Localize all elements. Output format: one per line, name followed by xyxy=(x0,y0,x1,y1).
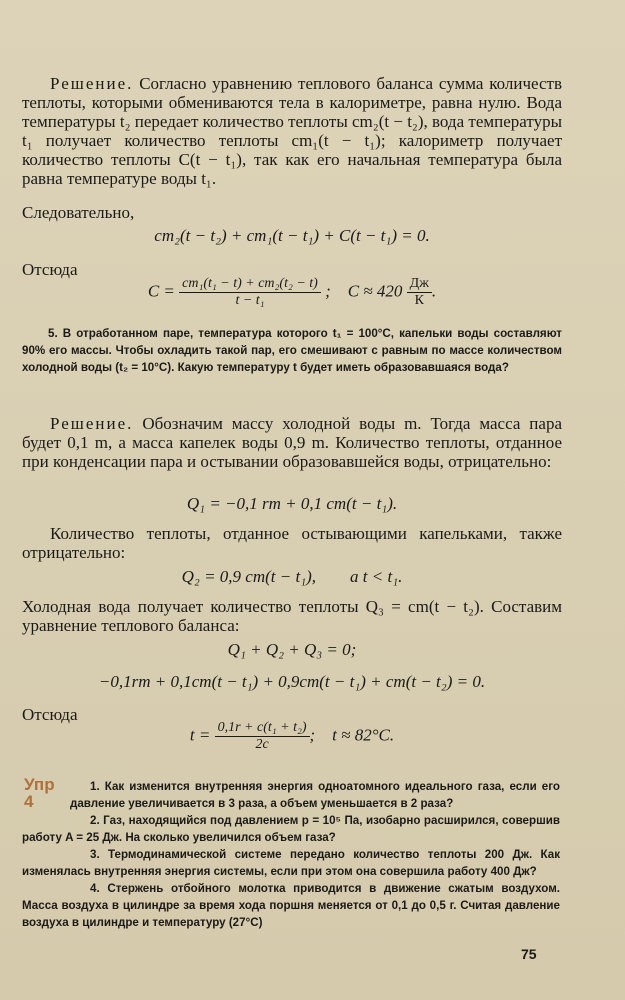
eq2-end: . xyxy=(431,281,437,301)
exercise-questions-rest xyxy=(22,812,560,931)
eq2-unit-numerator: Дж xyxy=(407,276,432,293)
eq2-result: C ≈ 420 xyxy=(347,281,403,301)
eq-t-numerator: 0,1r + c(t₁ + t₂) xyxy=(215,720,310,737)
consequently-text: Следовательно, xyxy=(22,203,135,222)
exercise-number: 4 xyxy=(24,792,34,811)
exercise-q3: 3. Термодинамической системе передано количество теплоты 200 Дж. Как изменялась внутренняя энергия системы, если при этом она совершила работу 400 Дж? xyxy=(22,848,560,878)
solution5-label: Решение. xyxy=(50,414,134,433)
equation-q1: Q₁ = −0,1 rm + 0,1 cm(t − t₁). xyxy=(186,494,398,513)
problem-5-text: 5. В отработанном паре, температура которого t₁ = 100°C, капельки воды составляют 90% его массы. Чтобы охладить такой пар, его смешивают с равным по массе количеством холодной воды (t₂ = 10°C). Какую температуру t будет иметь образовавшаяся вода? xyxy=(22,327,562,374)
solution-paragraph-1 xyxy=(22,74,562,188)
eq2-unit-fraction xyxy=(407,276,432,309)
eq2-separator: ; xyxy=(325,281,331,301)
equation-temperature xyxy=(22,720,562,753)
consequently-line xyxy=(22,203,562,222)
page-number: 75 xyxy=(521,946,537,962)
hence-text-1: Отсюда xyxy=(22,260,78,279)
exercise-q1: 1. Как изменится внутренняя энергия одноатомного идеального газа, если его давление увеличивается в 3 раза, а объем уменьшается в 2 раза? xyxy=(70,780,560,810)
solution-text: Согласно уравнению теплового баланса сумма количеств теплоты, которыми обмениваются тела в калориметре, равна нулю. Вода температуры t₂ передает количество теплоты cm₂(t − t₂), вода температуры t₁ получает количество теплоты cm₁(t − t₁); калориметр получает количество теплоты C(t − t₁), так как его начальная температура была равна температуре воды t₁. xyxy=(22,74,562,188)
eq-t-fraction xyxy=(215,720,310,753)
equation-sum: Q₁ + Q₂ + Q₃ = 0; xyxy=(227,640,357,659)
exercise-questions xyxy=(70,778,560,812)
hence-text-2: Отсюда xyxy=(22,705,78,724)
eq-t-lhs: t = xyxy=(189,725,211,745)
eq2-numerator: cm₁(t₁ − t) + cm₂(t₂ − t) xyxy=(179,276,321,293)
exercise-q2: 2. Газ, находящийся под давлением p = 10⁵ Па, изобарно расширился, совершив работу A = 25 Дж. На сколько увеличился объем газа? xyxy=(22,814,560,844)
solution5-p2-text: Количество теплоты, отданное остывающими капельками, также отрицательно: xyxy=(22,524,562,562)
eq-t-result: ; t ≈ 82°C. xyxy=(309,725,395,745)
exercise-q4: 4. Стержень отбойного молотка приводится в движение сжатым воздухом. Масса воздуха в цилиндре за время хода поршня меняется от 0,1 до 0,5 г. Считая давление воздуха в цилиндре и температуру (27°C) xyxy=(22,882,560,929)
problem-5 xyxy=(22,325,562,376)
solution-label: Решение. xyxy=(50,74,134,93)
solution5-paragraph-3 xyxy=(22,597,562,635)
equation-capacity xyxy=(22,276,562,309)
equation-heat-balance: cm₂(t − t₂) + cm₁(t − t₁) + C(t − t₁) = 0. xyxy=(154,226,430,245)
eq2-unit-denominator: К xyxy=(414,293,424,308)
eq2-fraction xyxy=(179,276,321,309)
eq2-denominator: t − t₁ xyxy=(235,293,265,308)
solution5-paragraph-2 xyxy=(22,524,562,562)
eq-t-denominator: 2c xyxy=(255,737,269,752)
eq2-lhs: C = xyxy=(147,281,175,301)
solution5-text: Обозначим массу холодной воды m. Тогда масса пара будет 0,1 m, а масса капелек воды 0,9 m. Количество теплоты, отданное при конденсации пара и остывании образовавшейся воды, отрицательно: xyxy=(22,414,562,471)
exercise-label xyxy=(24,776,55,810)
solution5-p3-text: Холодная вода получает количество теплоты Q₃ = cm(t − t₂). Составим уравнение теплового баланса: xyxy=(22,597,562,635)
solution5-paragraph-1 xyxy=(22,414,562,471)
equation-q2: Q₂ = 0,9 cm(t − t₁), а t < t₁. xyxy=(181,567,403,586)
equation-full: −0,1rm + 0,1cm(t − t₁) + 0,9cm(t − t₁) + cm(t − t₂) = 0. xyxy=(98,672,486,691)
exercise-label-text: Упр xyxy=(24,775,55,794)
